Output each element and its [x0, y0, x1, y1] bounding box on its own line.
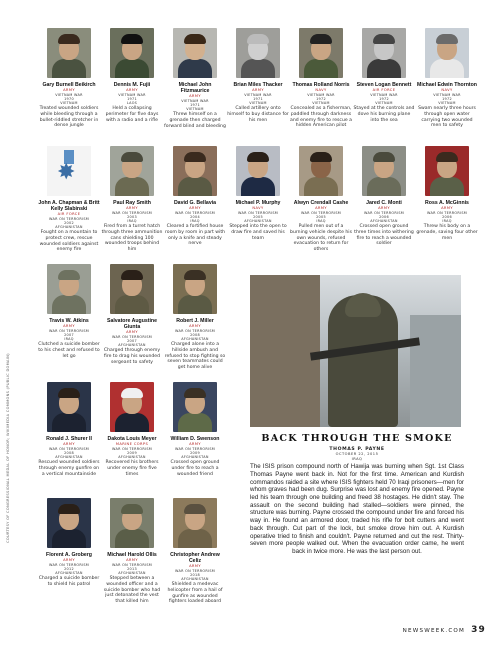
- recipient-name: John A. Chapman & Britt Kelly Slabinski: [38, 200, 100, 212]
- recipient-year: 2007: [64, 332, 74, 337]
- recipient-branch: ARMY: [126, 206, 138, 210]
- recipient-war: WAR ON TERRORISM: [237, 210, 279, 215]
- recipient-card: [227, 146, 289, 258]
- medal-of-honor-icon: ✸: [47, 146, 91, 196]
- recipient-photo: [173, 264, 217, 314]
- recipient-card: [290, 146, 352, 258]
- recipient-war: WAR ON TERRORISM: [111, 334, 153, 339]
- recipient-place: VIETNAM: [312, 101, 330, 106]
- recipient-name: Alwyn Crendall Cashe: [293, 200, 349, 206]
- recipient-name: Jared C. Monti: [366, 200, 402, 206]
- recipient-place: IRAQ: [442, 219, 452, 224]
- recipient-war: WAR ON TERRORISM: [174, 210, 216, 215]
- recipient-description: Rescued wounded soldiers through enemy gunfire on a vertical mountainside: [38, 460, 100, 477]
- recipient-branch: ARMY: [189, 94, 201, 98]
- recipient-branch: AIR FORCE: [57, 212, 81, 216]
- recipient-card: [101, 28, 163, 140]
- recipient-card: [353, 146, 415, 258]
- recipient-description: Pulled men out of a burning vehicle despite his own wounds, refused evacuation to return for others: [290, 224, 352, 252]
- recipient-name: Christopher Andrew Celiz: [170, 552, 220, 564]
- recipient-year: 2018: [190, 572, 200, 577]
- recipient-branch: NAVY: [315, 88, 327, 92]
- featured-photo: [250, 275, 461, 427]
- recipient-photo: [110, 382, 154, 432]
- recipient-name: Michael Harold Ollis: [107, 552, 157, 558]
- recipient-name: Gary Burnell Beikirch: [42, 82, 96, 88]
- recipient-card: [227, 28, 289, 140]
- recipient-war: VIETNAM WAR: [118, 92, 146, 97]
- recipient-year: 2008: [190, 332, 200, 337]
- recipient-name: Travis W. Atkins: [49, 318, 89, 324]
- recipient-card: [164, 146, 226, 258]
- recipient-year: 2008: [64, 450, 74, 455]
- recipient-photo: [362, 28, 406, 78]
- recipient-name: Michael Edwin Thornton: [417, 82, 477, 88]
- recipient-year: 1970: [64, 96, 74, 101]
- recipient-place: AFGHANISTAN: [181, 577, 209, 582]
- recipient-card: [38, 264, 100, 376]
- recipient-year: 2002: [64, 220, 74, 225]
- recipient-photo: [173, 28, 217, 78]
- recipient-photo: [173, 382, 217, 432]
- recipient-war: WAR ON TERRORISM: [48, 216, 90, 221]
- recipient-card: [101, 498, 163, 610]
- recipient-description: Crossed open ground three times into withering fire to reach a wounded soldier: [354, 224, 414, 247]
- recipient-photo: [236, 146, 280, 196]
- recipient-branch: NAVY: [252, 206, 264, 210]
- recipient-war: WAR ON TERRORISM: [111, 210, 153, 215]
- recipient-war: WAR ON TERRORISM: [174, 568, 216, 573]
- recipient-year: 2004: [190, 214, 200, 219]
- recipient-description: Charged alone into a hillside ambush and refused to stop fighting so seven teammates could get home alive: [164, 342, 226, 370]
- recipient-card: [416, 28, 478, 140]
- recipient-place: AFGHANISTAN: [370, 219, 398, 224]
- recipient-photo: [236, 28, 280, 78]
- recipient-branch: ARMY: [63, 558, 75, 562]
- recipient-description: Charged a suicide bomber to shield his patrol: [38, 576, 100, 587]
- recipient-place: IRAQ: [127, 219, 137, 224]
- recipient-name: Salvatore Augustine Giunta: [107, 318, 157, 330]
- recipient-description: Stepped between a wounded officer and a suicide bomber who had just detonated the vest that killed him: [103, 576, 161, 604]
- recipient-place: IRAQ: [64, 337, 74, 342]
- recipient-war: VIETNAM WAR: [433, 92, 461, 97]
- photo-credit-text: COURTESY OF CONGRESSIONAL MEDAL OF HONOR; WIKIMEDIA COMMONS (PUBLIC DOMAIN): [6, 353, 10, 543]
- recipient-year: 2006: [379, 214, 389, 219]
- recipient-place: LAOS: [126, 101, 138, 106]
- recipient-branch: ARMY: [126, 330, 138, 334]
- recipient-card: [101, 146, 163, 258]
- recipient-name: Dakota Louis Meyer: [107, 436, 157, 442]
- page-footer: [403, 625, 486, 635]
- recipient-place: AFGHANISTAN: [118, 343, 146, 348]
- story-body: The ISIS prison compound north of Hawija was burning when Sgt. 1st Class Thomas Payne went back in. Not for the first time. American and Kurdish commandos raided a site where ISIS fighters held 70 Iraqi prisoners—men for whom graves had been dug. Surprise was lost and enemy fire opened. Payne led his team through one building and freed 38 hostages. He didn't stay. The assault on the second building had stalled—soldiers were pinned, the structure was burning. Payne crossed the compound under fire and forced his way in. He found an armored door, traded his rifle for bolt cutters and went back through. Cut part of the lock, but smoke drove him out. A Kurdish operative tried to finish and couldn't. Payne returned and cut the rest. Thirty-seven more people walked out. When the evacuation order came, he went back in twice more. He was the last person out.: [250, 463, 464, 555]
- recipients-row-2: [38, 146, 478, 256]
- recipient-photo: [110, 28, 154, 78]
- recipient-war: WAR ON TERRORISM: [300, 210, 342, 215]
- recipient-war: WAR ON TERRORISM: [111, 562, 153, 567]
- recipient-year: 2005: [253, 214, 263, 219]
- recipient-description: Charged through enemy fire to drag his wounded sergeant to safety: [103, 348, 161, 365]
- recipient-war: WAR ON TERRORISM: [48, 328, 90, 333]
- recipient-description: Crossed open ground under fire to reach a wounded friend: [170, 460, 220, 477]
- recipient-branch: ARMY: [378, 206, 390, 210]
- story-recipient-name: THOMAS P. PAYNE: [329, 447, 385, 452]
- recipient-card: [101, 382, 163, 494]
- recipient-year: 1971: [127, 96, 137, 101]
- recipient-year: 1972: [379, 96, 389, 101]
- recipient-description: Threw his body on a grenade, saving four other men: [416, 224, 478, 241]
- recipient-place: AFGHANISTAN: [244, 219, 272, 224]
- recipient-description: Treated wounded soldiers while bleeding through a bullet-riddled stretcher in dense jungle: [39, 106, 99, 129]
- recipient-year: 2005: [316, 214, 326, 219]
- recipient-place: VIETNAM: [60, 101, 78, 106]
- recipient-description: Cleared a fortified house room by room in part with only a knife and steady nerve: [164, 224, 226, 247]
- recipient-year: 1971: [253, 96, 263, 101]
- recipient-name: Robert J. Miller: [176, 318, 214, 324]
- recipient-card: [353, 28, 415, 140]
- recipient-branch: ARMY: [315, 206, 327, 210]
- recipient-photo: [110, 146, 154, 196]
- recipient-branch: ARMY: [441, 206, 453, 210]
- recipient-photo: [47, 264, 91, 314]
- recipient-card: [38, 498, 100, 610]
- recipient-name: Michael P. Murphy: [235, 200, 281, 206]
- recipient-card: [38, 146, 100, 258]
- recipient-name: David G. Bellavia: [173, 200, 217, 206]
- recipient-place: VIETNAM: [375, 101, 393, 106]
- recipient-branch: ARMY: [63, 88, 75, 92]
- recipient-card: [38, 28, 100, 140]
- recipient-place: AFGHANISTAN: [181, 455, 209, 460]
- recipients-row-1: [38, 28, 478, 138]
- recipient-card: [164, 28, 226, 140]
- footer-site: NEWSWEEK.COM: [402, 628, 466, 634]
- recipient-year: 2003: [127, 214, 137, 219]
- recipient-branch: MARINE CORPS: [115, 442, 149, 446]
- story-title: BACK THROUGH THE SMOKE: [261, 433, 453, 444]
- recipient-description: Held a collapsing perimeter for five days with a radio and a rifle: [105, 106, 159, 123]
- recipient-year: 2007: [127, 338, 137, 343]
- recipient-branch: ARMY: [189, 442, 201, 446]
- recipient-name: Ross A. McGinnis: [425, 200, 469, 206]
- recipient-branch: ARMY: [126, 558, 138, 562]
- recipient-photo: [299, 28, 343, 78]
- recipient-war: WAR ON TERRORISM: [174, 446, 216, 451]
- recipient-war: WAR ON TERRORISM: [174, 328, 216, 333]
- recipient-place: AFGHANISTAN: [181, 337, 209, 342]
- recipient-name: Florent A. Groberg: [46, 552, 92, 558]
- recipient-war: VIETNAM WAR: [370, 92, 398, 97]
- story-place: IRAQ: [351, 456, 363, 461]
- photo-credit: [4, 300, 12, 600]
- recipient-war: WAR ON TERRORISM: [111, 446, 153, 451]
- recipient-branch: AIR FORCE: [372, 88, 396, 92]
- recipient-year: 2009: [190, 450, 200, 455]
- recipient-place: AFGHANISTAN: [118, 571, 146, 576]
- recipient-description: Shielded a medevac helicopter from a hail of gunfire as wounded fighters loaded aboard: [167, 582, 223, 605]
- recipient-description: Clutched a suicide bomber to his chest and refused to let go: [38, 342, 100, 359]
- recipient-place: VIETNAM: [438, 101, 456, 106]
- recipient-photo: [47, 498, 91, 548]
- recipient-place: AFGHANISTAN: [55, 571, 83, 576]
- recipient-card: [164, 264, 226, 376]
- recipient-name: Steven Logan Bennett: [356, 82, 412, 88]
- recipient-photo: [425, 28, 469, 78]
- recipient-description: Called artillery onto himself to buy distance for his men: [227, 106, 289, 123]
- recipient-description: Recovered his brothers under enemy fire five times: [105, 460, 159, 477]
- recipient-name: Thomas Rolland Norris: [292, 82, 350, 88]
- recipient-place: AFGHANISTAN: [118, 455, 146, 460]
- recipient-photo: [110, 264, 154, 314]
- recipient-card: [38, 382, 100, 494]
- recipient-branch: ARMY: [252, 88, 264, 92]
- recipient-name: Paul Ray Smith: [113, 200, 151, 206]
- recipient-photo: [299, 146, 343, 196]
- recipient-description: Fought on a mountain to protect crew, rescue wounded soldiers against enemy fire: [39, 230, 99, 253]
- recipient-place: IRAQ: [316, 219, 326, 224]
- recipient-place: VIETNAM: [186, 107, 204, 112]
- recipient-description: Stepped into the open to draw fire and saved his team: [229, 224, 287, 241]
- recipient-war: WAR ON TERRORISM: [363, 210, 405, 215]
- recipient-war: WAR ON TERRORISM: [48, 446, 90, 451]
- recipient-photo: [362, 146, 406, 196]
- recipient-photo: [110, 498, 154, 548]
- featured-story: [250, 431, 464, 556]
- recipient-year: 2013: [127, 566, 137, 571]
- recipient-name: William D. Swenson: [170, 436, 220, 442]
- recipient-year: 1971: [190, 102, 200, 107]
- recipient-war: WAR ON TERRORISM: [426, 210, 468, 215]
- recipient-place: VIETNAM: [249, 101, 267, 106]
- recipient-name: Michael John Fitzmaurice: [178, 82, 212, 94]
- recipient-card: [164, 382, 226, 494]
- recipient-branch: ARMY: [189, 564, 201, 568]
- recipient-photo: [173, 146, 217, 196]
- recipient-branch: ARMY: [63, 442, 75, 446]
- recipient-war: VIETNAM WAR: [181, 98, 209, 103]
- page-number: 39: [471, 625, 486, 635]
- recipient-war: VIETNAM WAR: [307, 92, 335, 97]
- recipient-description: Concealed as a fisherman, paddled through darkness and enemy fire to rescue a hidden American pilot: [290, 106, 352, 129]
- recipient-photo: [425, 146, 469, 196]
- recipient-description: Stayed at the controls and dove his burning plane into the sea: [353, 106, 415, 123]
- recipient-war: WAR ON TERRORISM: [48, 562, 90, 567]
- recipient-place: AFGHANISTAN: [55, 455, 83, 460]
- recipient-branch: ARMY: [63, 324, 75, 328]
- recipient-year: 2012: [64, 566, 74, 571]
- recipient-place: IRAQ: [190, 219, 200, 224]
- recipient-card: [164, 498, 226, 610]
- recipient-war: VIETNAM WAR: [244, 92, 272, 97]
- recipient-card: [290, 28, 352, 140]
- recipient-card: [416, 146, 478, 258]
- story-date: OCTOBER 22, 2015: [335, 452, 379, 456]
- recipient-description: Swam nearly three hours through open water carrying two wounded men to safety: [418, 106, 476, 129]
- recipient-war: VIETNAM WAR: [55, 92, 83, 97]
- recipient-name: Ronald J. Shurer II: [46, 436, 92, 442]
- recipient-year: 2009: [127, 450, 137, 455]
- recipient-branch: ARMY: [189, 206, 201, 210]
- recipient-branch: ARMY: [126, 88, 138, 92]
- recipient-year: 2006: [442, 214, 452, 219]
- recipient-name: Brian Miles Thacker: [233, 82, 283, 88]
- recipient-card: [101, 264, 163, 376]
- recipient-description: Fired from a turret hatch through three ammunition cans shielding 100 wounded troops behind him: [101, 224, 163, 252]
- recipient-place: AFGHANISTAN: [55, 225, 83, 230]
- recipient-branch: ARMY: [189, 324, 201, 328]
- recipient-year: 1972: [442, 96, 452, 101]
- recipient-name: Dennis M. Fujii: [113, 82, 151, 88]
- recipient-description: Threw himself on a grenade then charged forward blind and bleeding: [164, 112, 226, 129]
- recipient-branch: NAVY: [441, 88, 453, 92]
- recipient-year: 1972: [316, 96, 326, 101]
- recipient-photo: [173, 498, 217, 548]
- recipient-photo: [47, 382, 91, 432]
- recipient-photo: [47, 28, 91, 78]
